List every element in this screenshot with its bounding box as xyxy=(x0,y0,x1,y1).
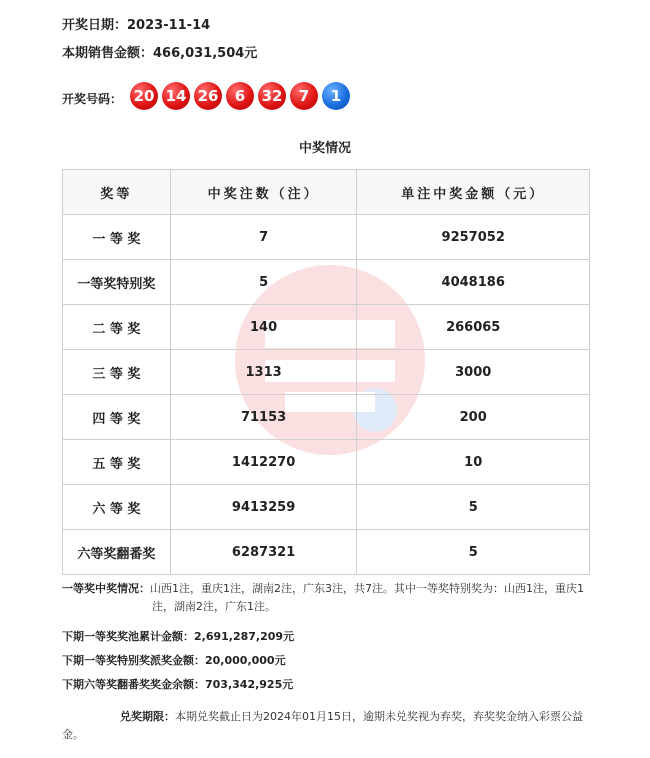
deadline-text: 本期兑奖截止日为2024年01月15日，逾期未兑奖视为弃奖，弃奖奖金纳入彩票公益金。 xyxy=(62,710,583,741)
red-ball: 20 xyxy=(130,82,158,110)
blue-ball: 1 xyxy=(322,82,350,110)
numbers-label: 开奖号码： xyxy=(62,92,123,106)
red-ball: 26 xyxy=(194,82,222,110)
prize-level: 三 等 奖 xyxy=(63,350,171,395)
red-ball: 14 xyxy=(162,82,190,110)
draw-date xyxy=(62,14,210,33)
header-count: 中奖注数（注） xyxy=(170,170,357,215)
header-level: 奖等 xyxy=(63,170,171,215)
prize-amount: 5 xyxy=(357,530,590,575)
table-row xyxy=(63,305,590,350)
prize-amount: 9257052 xyxy=(357,215,590,260)
sales-amount xyxy=(62,42,257,61)
red-ball: 6 xyxy=(226,82,254,110)
table-row xyxy=(63,215,590,260)
first-prize-text: 山西1注，重庆1注，湖南2注，广东3注，共7注。其中一等奖特别奖为：山西1注，重庆1注，湖南2注，广东1注。 xyxy=(150,582,584,613)
winner-count: 1313 xyxy=(170,350,357,395)
table-row xyxy=(63,440,590,485)
table-row xyxy=(63,530,590,575)
prize-level: 一 等 奖 xyxy=(63,215,171,260)
first-prize-details xyxy=(62,580,590,616)
red-ball: 32 xyxy=(258,82,286,110)
special-prize-label: 下期一等奖特别奖派奖金额： xyxy=(62,654,205,667)
header-amount: 单注中奖金额（元） xyxy=(357,170,590,215)
prize-level: 六等奖翻番奖 xyxy=(63,530,171,575)
claim-deadline xyxy=(62,708,590,744)
sales-label: 本期销售金额： xyxy=(62,46,154,61)
prize-amount: 3000 xyxy=(357,350,590,395)
prize-amount: 5 xyxy=(357,485,590,530)
winner-count: 9413259 xyxy=(170,485,357,530)
prize-amount: 266065 xyxy=(357,305,590,350)
winner-count: 6287321 xyxy=(170,530,357,575)
sixth-prize-value: 703,342,925元 xyxy=(205,678,294,691)
table-row xyxy=(63,350,590,395)
sixth-prize-balance xyxy=(62,676,293,692)
winner-count: 1412270 xyxy=(170,440,357,485)
draw-date-value: 2023-11-14 xyxy=(127,18,211,33)
table-header-row xyxy=(63,170,590,215)
winner-count: 7 xyxy=(170,215,357,260)
section-title: 中奖情况 xyxy=(298,141,351,156)
prize-level: 四 等 奖 xyxy=(63,395,171,440)
winning-numbers xyxy=(130,82,350,110)
sixth-prize-label: 下期六等奖翻番奖奖金余额： xyxy=(62,678,205,691)
sales-value: 466,031,504元 xyxy=(153,46,258,61)
special-prize xyxy=(62,652,286,668)
first-prize-label: 一等奖中奖情况： xyxy=(62,582,150,595)
winner-count: 5 xyxy=(170,260,357,305)
jackpot-pool-label: 下期一等奖奖池累计金额： xyxy=(62,630,194,643)
prize-amount: 200 xyxy=(357,395,590,440)
jackpot-pool xyxy=(62,628,294,644)
deadline-label: 兑奖期限： xyxy=(120,710,175,723)
table-row xyxy=(63,485,590,530)
red-ball: 7 xyxy=(290,82,318,110)
table-row xyxy=(63,395,590,440)
special-prize-value: 20,000,000元 xyxy=(205,654,286,667)
prize-amount: 10 xyxy=(357,440,590,485)
prize-level: 二 等 奖 xyxy=(63,305,171,350)
prize-level: 五 等 奖 xyxy=(63,440,171,485)
table-row xyxy=(63,260,590,305)
prize-table xyxy=(62,169,590,575)
draw-date-label: 开奖日期： xyxy=(62,18,128,33)
winner-count: 71153 xyxy=(170,395,357,440)
winner-count: 140 xyxy=(170,305,357,350)
jackpot-pool-value: 2,691,287,209元 xyxy=(194,630,295,643)
prize-level: 一等奖特别奖 xyxy=(63,260,171,305)
prize-level: 六 等 奖 xyxy=(63,485,171,530)
prize-amount: 4048186 xyxy=(357,260,590,305)
